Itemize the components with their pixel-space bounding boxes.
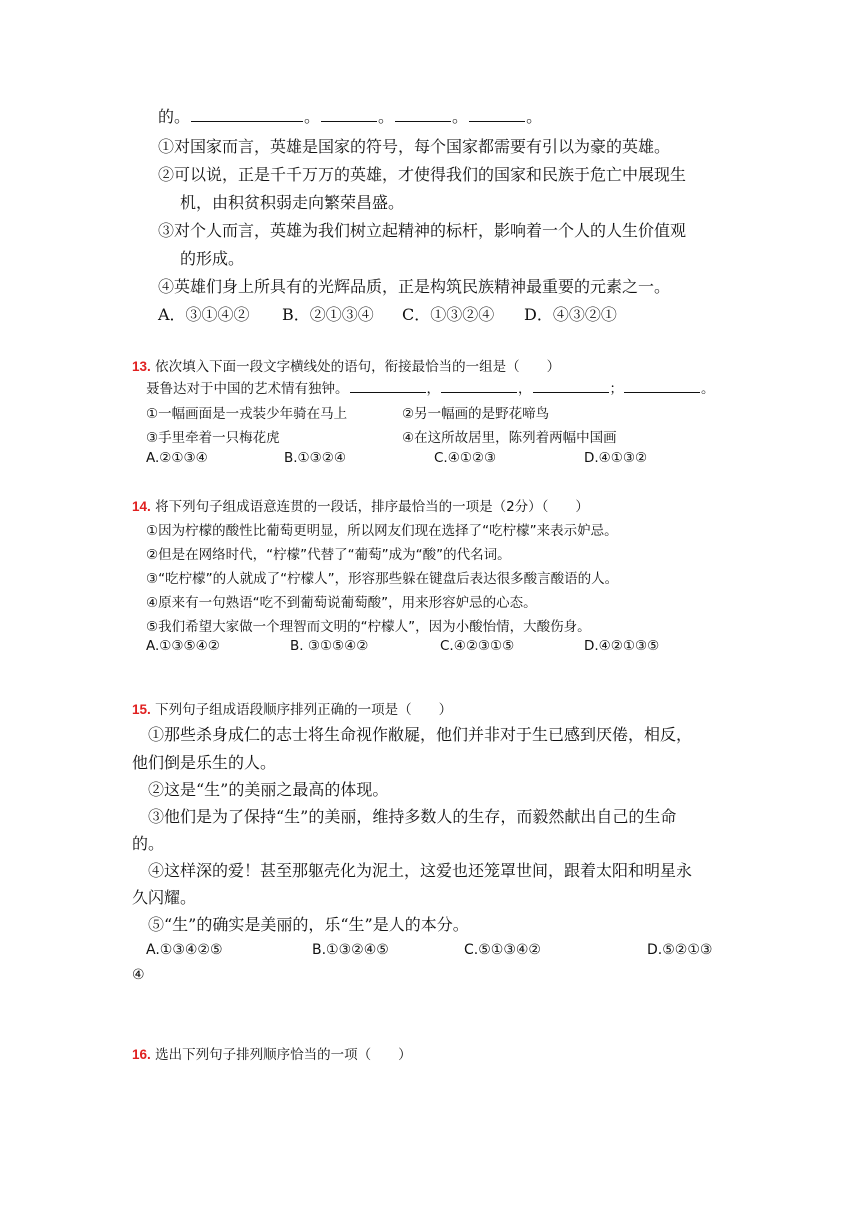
q12-option-d[interactable]: D．④③②① — [524, 305, 617, 324]
q13-option-b[interactable]: B.①③②④ — [284, 450, 346, 466]
answer-blank — [441, 378, 517, 393]
q15-option-d[interactable]: D.⑤②①③ — [647, 942, 713, 958]
q12-option-a[interactable]: A．③①④② — [158, 305, 250, 324]
q14-item: ③“吃柠檬”的人就成了“柠檬人”，形容那些躲在键盘后表达很多酸言酸语的人。 — [146, 571, 619, 587]
period: 。 — [452, 107, 469, 126]
q15-line: ⑤“生”的确实是美丽的，乐“生”是人的本分。 — [148, 915, 469, 934]
question-text: 依次填入下面一段文字横线处的语句，衔接最恰当的一组是（ ） — [155, 359, 561, 375]
answer-blank — [624, 378, 700, 393]
q14-option-b[interactable]: B. ③①⑤④② — [290, 638, 369, 654]
q12-option-c[interactable]: C．①③②④ — [402, 305, 495, 324]
question-number: 13. — [132, 359, 151, 374]
q15-line: 久闪耀。 — [132, 888, 197, 907]
q14-option-a[interactable]: A.①③⑤④② — [146, 638, 220, 654]
comma: ， — [426, 381, 440, 397]
q15-stem — [132, 698, 452, 718]
answer-blank — [191, 107, 303, 122]
q15-line: ④这样深的爱！甚至那躯壳化为泥土，这爱也还笼罩世间，跟着太阳和明星永 — [148, 861, 693, 880]
q14-stem — [132, 495, 589, 515]
q14-item: ⑤我们希望大家做一个理智而文明的“柠檬人”，因为小酸怡情，大酸伤身。 — [146, 619, 591, 635]
q16-stem — [132, 1043, 412, 1063]
q12-item: ①对国家而言，英雄是国家的符号，每个国家都需要有引以为豪的英雄。 — [158, 137, 671, 156]
q15-option-a[interactable]: A.①③④②⑤ — [146, 942, 223, 958]
answer-blank — [350, 378, 426, 393]
period: 。 — [378, 107, 395, 126]
q15-line: ①那些杀身成仁的志士将生命视作敝屣，他们并非对于生已感到厌倦，相反， — [148, 725, 693, 744]
q15-line: ③他们是为了保持“生”的美丽，维持多数人的生存，而毅然献出自己的生命 — [148, 807, 677, 826]
q14-option-d[interactable]: D.④②①③⑤ — [584, 638, 660, 654]
q13-stem — [132, 355, 560, 375]
q14-item: ④原来有一句熟语“吃不到葡萄说葡萄酸”，用来形容妒忌的心态。 — [146, 595, 537, 611]
semicolon: ； — [609, 381, 623, 397]
q13-option-d[interactable]: D.④①③② — [584, 450, 648, 466]
question-number: 14. — [132, 499, 151, 514]
q14-option-c[interactable]: C.④②③①⑤ — [440, 638, 515, 654]
q15-line: 他们倒是乐生的人。 — [132, 753, 277, 772]
period: 。 — [701, 381, 715, 397]
q12-item: ③对个人而言，英雄为我们树立起精神的标杆，影响着一个人的人生价值观 — [158, 221, 687, 240]
q13-item: ③手里牵着一只梅花虎 — [146, 430, 280, 446]
q14-item: ②但是在网络时代，“柠檬”代替了“葡萄”成为“酸”的代名词。 — [146, 547, 511, 563]
answer-blank — [533, 378, 609, 393]
q13-item: ②另一幅画的是野花啼鸟 — [402, 406, 550, 422]
q15-option-b[interactable]: B.①③②④⑤ — [312, 942, 389, 958]
question-text: 将下列句子组成语意连贯的一段话，排序最恰当的一项是（2分）（ ） — [155, 499, 589, 515]
q12-blank-line — [158, 104, 542, 127]
q14-item: ①因为柠檬的酸性比葡萄更明显，所以网友们现在选择了“吃柠檬”来表示妒忌。 — [146, 523, 618, 539]
passage-text: 聂鲁达对于中国的艺术情有独钟。 — [146, 381, 349, 397]
q12-item: ②可以说，正是千千万万的英雄，才使得我们的国家和民族于危亡中展现生 — [158, 165, 687, 184]
comma: ， — [518, 381, 532, 397]
q12-item: ④英雄们身上所具有的光辉品质，正是构筑民族精神最重要的元素之一。 — [158, 277, 671, 296]
question-number: 15. — [132, 702, 151, 717]
answer-blank — [395, 107, 451, 122]
question-number: 16. — [132, 1047, 151, 1062]
q12-item-cont: 的形成。 — [180, 249, 245, 268]
q12-stem-tail: 的。 — [158, 107, 191, 126]
q15-option-c[interactable]: C.⑤①③④② — [464, 942, 541, 958]
period: 。 — [526, 107, 543, 126]
q15-line: ②这是“生”的美丽之最高的体现。 — [148, 780, 389, 799]
q13-option-a[interactable]: A.②①③④ — [146, 450, 208, 466]
q15-option-d-wrap: ④ — [132, 967, 145, 983]
q15-line: 的。 — [132, 834, 165, 853]
answer-blank — [469, 107, 525, 122]
q13-item: ④在这所故居里，陈列着两幅中国画 — [402, 430, 617, 446]
q13-item: ①一幅画面是一戎装少年骑在马上 — [146, 406, 348, 422]
period: 。 — [304, 107, 321, 126]
q13-passage — [146, 377, 715, 397]
question-text: 选出下列句子排列顺序恰当的一项（ ） — [155, 1047, 412, 1063]
answer-blank — [321, 107, 377, 122]
question-text: 下列句子组成语段顺序排列正确的一项是（ ） — [155, 702, 453, 718]
q12-option-b[interactable]: B．②①③④ — [282, 305, 374, 324]
q13-option-c[interactable]: C.④①②③ — [434, 450, 497, 466]
q12-item-cont: 机，由积贫积弱走向繁荣昌盛。 — [180, 193, 405, 212]
